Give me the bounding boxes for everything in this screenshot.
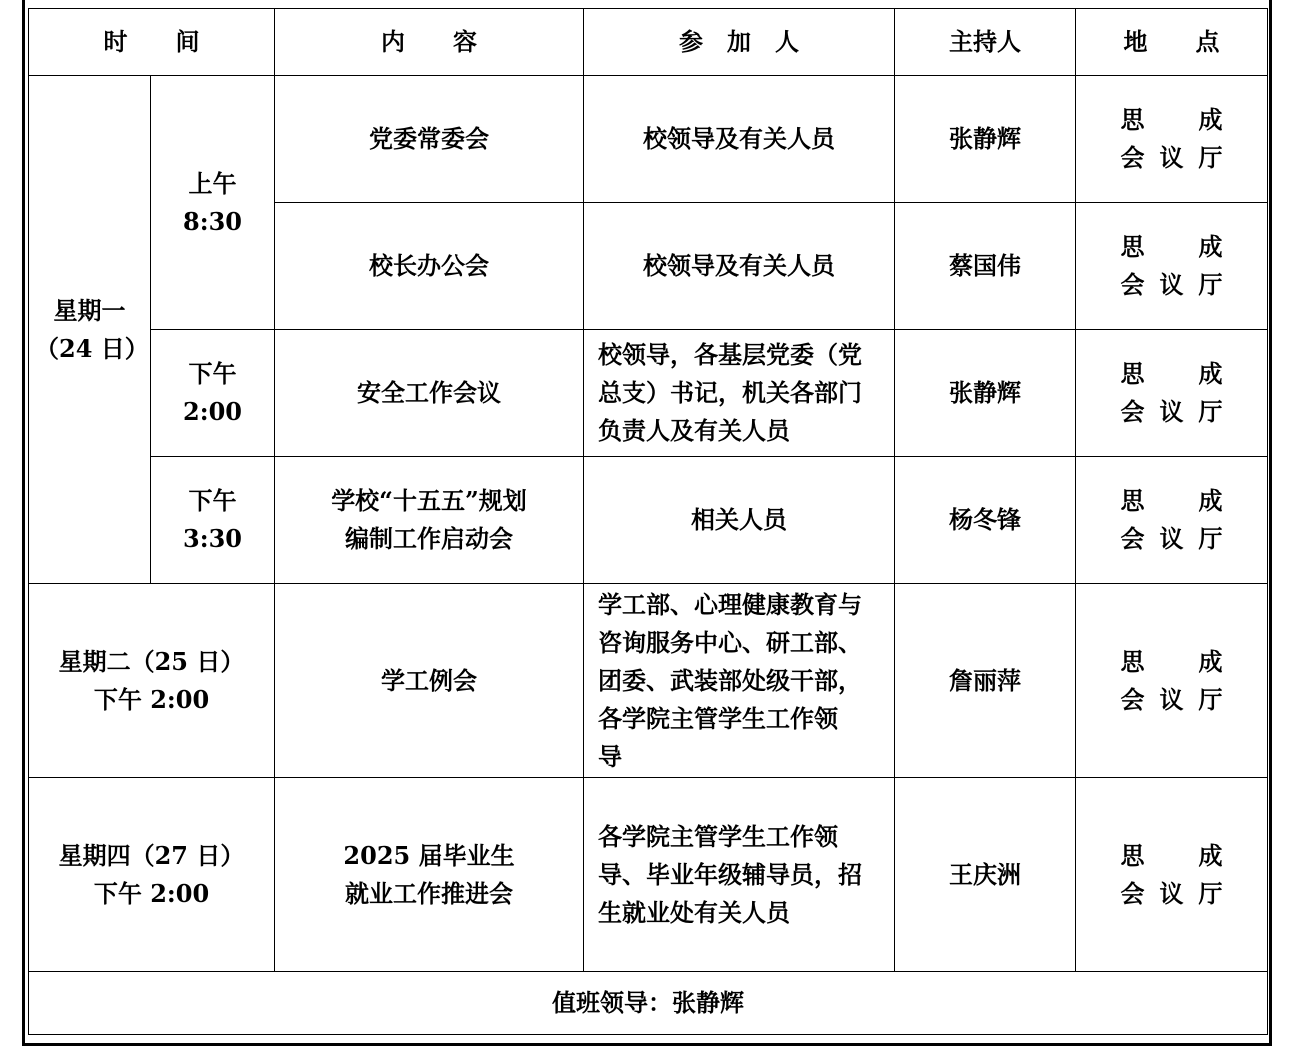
- table-row: [29, 457, 1268, 584]
- table-row: [29, 778, 1268, 972]
- time-cell: [151, 330, 275, 457]
- day-label: 星期一: [53, 295, 126, 325]
- time-clock: 3:30: [183, 524, 242, 553]
- location-char: 成: [1198, 105, 1223, 134]
- host-cell: 杨冬锋: [895, 457, 1076, 584]
- location-char: 成: [1198, 486, 1223, 515]
- day-date: （24 日）: [35, 333, 149, 363]
- participants-line: 导: [598, 741, 622, 771]
- content-line: 2025 届毕业生: [343, 840, 515, 870]
- participants-cell: [584, 457, 895, 584]
- location-char: 思: [1120, 105, 1145, 134]
- content-cell: [275, 203, 584, 330]
- participants-text: 校领导及有关人员: [643, 251, 835, 280]
- time-clock: 2:00: [183, 397, 242, 426]
- participants-cell: [584, 778, 895, 972]
- participants-line: 各学院主管学生工作领: [598, 821, 838, 851]
- time-period: 下午: [188, 486, 237, 515]
- participants-text: 相关人员: [691, 505, 787, 534]
- location-char: 厅: [1198, 270, 1223, 299]
- time-period: 上午: [188, 168, 237, 198]
- location-char: 议: [1159, 270, 1184, 299]
- host-cell: 王庆洲: [895, 778, 1076, 972]
- participants-cell: [584, 584, 895, 778]
- location-char: 议: [1159, 524, 1184, 553]
- participants-cell: [584, 203, 895, 330]
- day-time: 下午 2:00: [93, 684, 210, 714]
- location-char: 成: [1198, 359, 1223, 388]
- table-row: [29, 76, 1268, 203]
- host-cell: 张静辉: [895, 76, 1076, 203]
- location-char: 会: [1120, 397, 1145, 426]
- content-text: 安全工作会议: [357, 378, 501, 407]
- footer-row: [29, 972, 1268, 1035]
- location-char: 厅: [1198, 143, 1223, 172]
- day-time: 下午 2:00: [93, 878, 210, 908]
- location-char: 会: [1120, 524, 1145, 553]
- participants-line: 校领导，各基层党委（党: [598, 340, 862, 369]
- header-participants: 参 加 人: [584, 9, 895, 76]
- participants-line: 咨询服务中心、研工部、: [598, 627, 862, 657]
- location-char: 议: [1159, 143, 1184, 172]
- time-clock: 8:30: [183, 206, 242, 236]
- content-cell: [275, 330, 584, 457]
- content-cell: [275, 76, 584, 203]
- location-char: 议: [1159, 878, 1184, 908]
- location-char: 厅: [1198, 684, 1223, 714]
- content-line: 学校“十五五”规划: [331, 486, 527, 515]
- day-label: 星期二（25 日）: [58, 646, 245, 676]
- host-cell: 张静辉: [895, 330, 1076, 457]
- content-text: 党委常委会: [369, 124, 489, 153]
- location-char: 议: [1159, 684, 1184, 714]
- location-char: 思: [1120, 646, 1145, 676]
- duty-leader: 值班领导：张静辉: [29, 972, 1268, 1035]
- participants-cell: [584, 330, 895, 457]
- participants-line: 团委、武装部处级干部，: [598, 665, 862, 695]
- day-cell-monday: [29, 76, 151, 584]
- location-char: 思: [1120, 486, 1145, 515]
- content-cell: [275, 778, 584, 972]
- content-cell: [275, 584, 584, 778]
- participants-line: 学工部、心理健康教育与: [598, 589, 862, 619]
- location-cell: [1076, 778, 1268, 972]
- location-char: 思: [1120, 840, 1145, 870]
- content-text: 学工例会: [381, 665, 477, 695]
- day-label: 星期四（27 日）: [58, 840, 245, 870]
- location-char: 厅: [1198, 524, 1223, 553]
- host-cell: 詹丽萍: [895, 584, 1076, 778]
- table-row: [29, 330, 1268, 457]
- day-cell-thursday: [29, 778, 275, 972]
- location-char: 议: [1159, 397, 1184, 426]
- location-cell: [1076, 76, 1268, 203]
- location-char: 成: [1198, 646, 1223, 676]
- location-cell: [1076, 584, 1268, 778]
- participants-line: 各学院主管学生工作领: [598, 703, 838, 733]
- header-content: 内 容: [275, 9, 584, 76]
- header-time: 时 间: [29, 9, 275, 76]
- content-line: 就业工作推进会: [345, 878, 513, 908]
- header-location: 地 点: [1076, 9, 1268, 76]
- time-cell: [151, 76, 275, 330]
- location-char: 思: [1120, 232, 1145, 261]
- time-cell: [151, 457, 275, 584]
- host-cell: 蔡国伟: [895, 203, 1076, 330]
- location-char: 会: [1120, 270, 1145, 299]
- location-char: 成: [1198, 232, 1223, 261]
- location-char: 会: [1120, 878, 1145, 908]
- content-line: 编制工作启动会: [345, 524, 513, 553]
- participants-cell: [584, 76, 895, 203]
- day-cell-tuesday: [29, 584, 275, 778]
- header-host: 主持人: [895, 9, 1076, 76]
- content-cell: [275, 457, 584, 584]
- participants-line: 负责人及有关人员: [598, 416, 790, 445]
- location-char: 会: [1120, 143, 1145, 172]
- content-text: 校长办公会: [369, 251, 489, 280]
- location-char: 厅: [1198, 397, 1223, 426]
- table-row: [29, 584, 1268, 778]
- participants-line: 总支）书记，机关各部门: [598, 378, 862, 407]
- location-cell: [1076, 330, 1268, 457]
- location-char: 厅: [1198, 878, 1223, 908]
- header-row: [29, 9, 1268, 76]
- location-char: 思: [1120, 359, 1145, 388]
- participants-line: 生就业处有关人员: [598, 897, 790, 927]
- location-cell: [1076, 203, 1268, 330]
- schedule-table: [28, 8, 1268, 1035]
- participants-text: 校领导及有关人员: [643, 124, 835, 153]
- location-char: 会: [1120, 684, 1145, 714]
- participants-line: 导、毕业年级辅导员，招: [598, 859, 862, 889]
- time-period: 下午: [188, 359, 237, 388]
- location-cell: [1076, 457, 1268, 584]
- location-char: 成: [1198, 840, 1223, 870]
